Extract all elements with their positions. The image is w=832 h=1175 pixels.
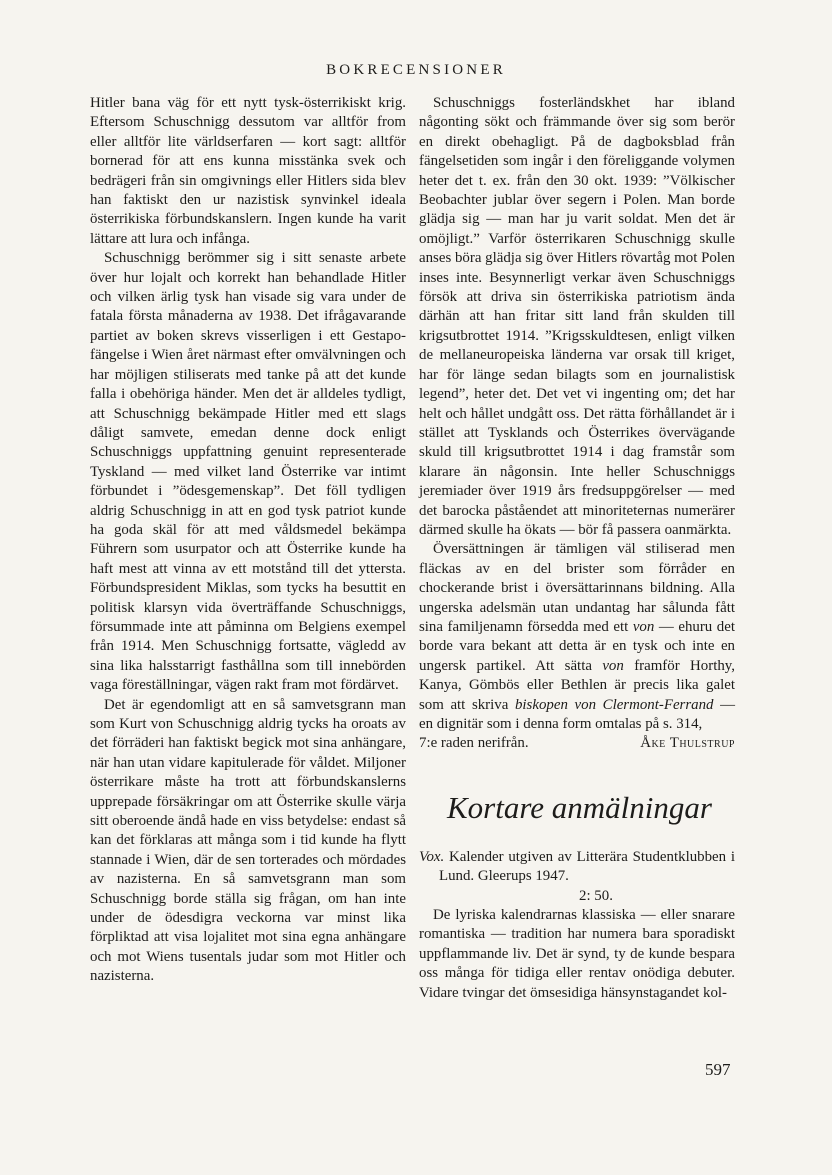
italic-term: von — [632, 618, 655, 635]
text-run: — en dignitär som i denna form omtalas på s. 314, — [419, 696, 735, 732]
review-signature — [419, 734, 735, 753]
text-run: Översättningen är tämligen väl stiliserad men fläckas av en del brister som förråder en chockerande brist i översättarinnans bildning. Alla ungerska adelsmän utan undantag har sålunda fått sina familjenamn försedda med ett — [419, 541, 735, 635]
entry-text: De lyriska kalendrarnas klassiska — eller snarare romantiska — tradition har numera bara sporadiskt uppflammande liv. Det är synd, ty de kunde bespara oss många för tidiga eller rentav onödiga debuter. Vidare tvingar det ömsesidiga hänsynstagandet kol- — [419, 907, 735, 1001]
text-run: ehuru det borde vara bekant att detta är en tysk och inte en ungersk partikel. Att sätta — [419, 618, 735, 674]
entry-title: Vox. — [419, 848, 445, 865]
text-run: framför Horthy, Kanya, Gömbös eller Bethlen är precis lika galet som att skriva — [419, 657, 735, 713]
paragraph: Schuschniggs fosterländskhet har ibland någonting sökt och främmande över sig som berör en direkt obehagligt. På de dagboksblad från fängelsetiden som ingår i den föreliggande volymen heter det t. ex. från den 30 okt. 1939: ”Völkischer Beobachter jublar över segern i Polen. Man borde glädja sig — man har ju varit soldat. Men det är omöjligt.” Varför österrikaren Schuschnigg skulle anses böra glädja sig över Hitlers rövartåg mot Polen inses inte. Besynnerligt verkar även Schuschniggs försök att driva sin österrikiska patriotism ända därhän att han fritar sitt land från skulden till krigsutbrottet 1914. ”Krigsskuldtesen, enligt vilken de mellaneuropeiska länderna var orsak till kriget, har för länge sedan bilagts som en journalistisk legend”, heter det. Det vet vi ingenting om; det har helt och hållet undgått oss. Det rätta förhållandet är i stället att Tysklands och Österrikes övervägande skuld till krigsutbrottet 1914 i dag framstår som klarare än någonsin. Inte heller Schuschniggs jeremiader över 1919 års fredsuppgörelser — med det barocka påståendet att minoriteternas numerärer därmed skulle ha ökats — bör få passera oanmärkta. — [419, 95, 735, 538]
paragraph: Hitler bana väg för ett nytt tysk-österrikiskt krig. Eftersom Schuschnigg dessutom var alltför from eller alltför lite världserfaren — kort sagt: alltför bornerad för att ens kunna misstänka svek och bedrägeri från sin omgivnings eller Hitlers sida blev han faktiskt den ur nazistisk synvinkel ideala österrikiska förbundskanslern. Ingen kunde ha varit lättare att lura och infånga. — [90, 95, 406, 247]
paragraph: Det är egendomligt att en så samvetsgrann man som Kurt von Schuschnigg aldrig tycks ha oroats av det förräderi han faktiskt begick mot sina anhängare, när han utan vidare kapitulerade för våldet. Miljoner österrikare måste ha trott att förbundskanslerns upprepade försäkringar om att Österrike skulle värja sitt oberoende ändå hade en viss betydelse: endast så kan det förklaras att många som i tid kunde ha flytt stannade i Wien, där de sen torterades och mördades av nazisterna. En så samvetsgrann man som Schuschnigg borde ställa sig frågan, om han inte under de ödesdigra veckorna var minst lika förpliktad att visa lojalitet mot sina egna anhängare och mot Wiens tusentals judar som mot Hitler och nazisterna. — [90, 696, 406, 985]
running-title: BOKRECENSIONER — [326, 62, 506, 78]
right-column — [419, 94, 735, 1003]
italic-term: biskopen von Clermont-Ferrand — [514, 696, 714, 713]
left-column — [90, 94, 406, 987]
section-heading: Kortare anmälningar — [447, 789, 712, 825]
paragraph: Översättningen är tämligen väl stiliserad men fläckas av en del brister som förråder en chockerande brist i översättarinnans bildning. Alla ungerska adelsmän utan undantag har sålunda fått sina familjenamn försedda med ett von — ehuru det borde vara bekant att detta är en tysk och inte en ungersk partikel. Att sätta von framför Horthy, Kanya, Gömbös eller Bethlen är precis lika galet som att skriva biskopen von Clermont-Ferrand — en dignitär som i denna form omtalas på s. 314, — [419, 541, 735, 732]
reviewer-name: Åke Thulstrup — [640, 735, 735, 752]
entry-heading — [419, 848, 735, 906]
paragraph: Schuschnigg berömmer sig i sitt senaste arbete över hur lojalt och korrekt han behandlade Hitler och vilken ärlig tysk han visade sig vara under de fatala första månaderna av 1938. Det ifrågavarande partiet av boken skrevs visserligen i ett Gestapo-fängelse i Wien året närmast efter omvälvningen och har möjligen stiliserats med tanke på att det kunde falla i obehöriga händer. Men det är alldeles tydligt, att Schuschnigg bekämpade Hitler med ett slags dåligt samvete, emedan denne dock enligt Schuschniggs uppfattning genuint representerade Tyskland — med vilket land Österrike var intimt förbundet i ”ödesgemenskap”. Det föll tydligen aldrig Schuschnigg in att en god tysk patriot kunde ha goda skäl för att med våldsmedel bekämpa Führern som usurpator och att Österrike kunde ha haft mest att vinna av ett motstånd till det yttersta. Förbundspresident Miklas, som tycks ha besuttit en politisk klarsyn vida överträffande Schuschniggs, försummade inte att påminna om Belgiens exempel från 1914. Men Schuschnigg fortsatte, vägledd av sina lika halsstarrigt fasthållna som till innebörden vaga föreställningar, vägen rakt fram mot fördärvet. — [90, 250, 406, 694]
entry-price: 2: 50. — [579, 887, 613, 904]
entry-details: Kalender utgiven av Litterära Studentklubben i Lund. Gleerups 1947. — [439, 848, 735, 885]
italic-term: von — [602, 657, 624, 674]
text-run: 7:e raden nerifrån. — [419, 735, 529, 752]
page-number: 597 — [705, 1060, 731, 1079]
